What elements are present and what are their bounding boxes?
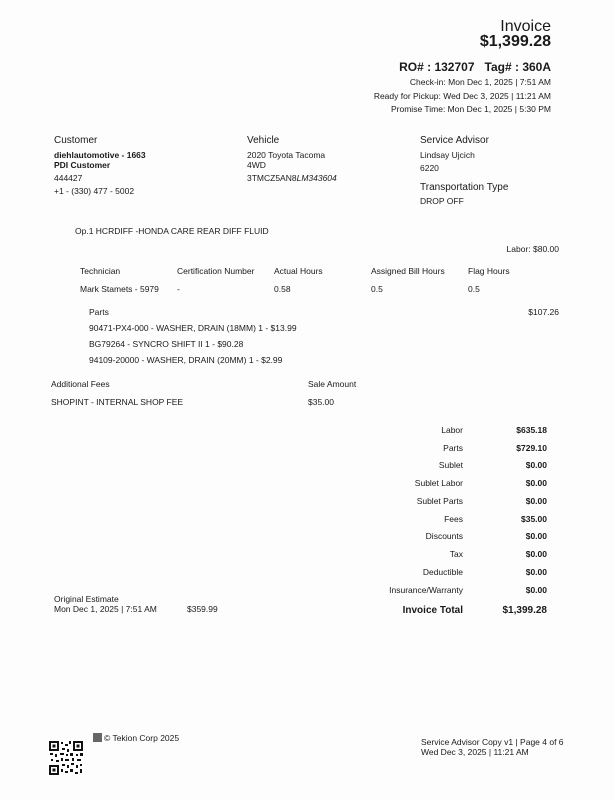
col-certification: Certification Number bbox=[177, 266, 255, 276]
total-value: $0.00 bbox=[525, 496, 547, 506]
advisor-name: Lindsay Ujcich bbox=[420, 150, 475, 160]
vehicle-drive: 4WD bbox=[247, 160, 266, 170]
footer-date: Wed Dec 3, 2025 | 11:21 AM bbox=[421, 747, 529, 757]
parts-total: $107.26 bbox=[528, 307, 559, 317]
fees-amount-heading: Sale Amount bbox=[308, 379, 357, 389]
total-value: $0.00 bbox=[525, 478, 547, 488]
doc-type: Invoice bbox=[500, 18, 551, 35]
total-value: $0.00 bbox=[525, 460, 547, 470]
customer-id: 444427 bbox=[54, 173, 83, 183]
total-label: Deductible bbox=[422, 567, 463, 577]
transport-type: DROP OFF bbox=[420, 196, 464, 206]
vin-prefix: 3TMCZ5AN8 bbox=[247, 173, 297, 183]
vehicle-vin bbox=[247, 173, 337, 183]
col-flag-hours: Flag Hours bbox=[468, 266, 510, 276]
col-technician: Technician bbox=[80, 266, 121, 276]
fee-amount: $35.00 bbox=[308, 397, 334, 407]
total-label: Parts bbox=[443, 443, 463, 453]
customer-type: PDI Customer bbox=[54, 160, 111, 170]
qr-code-icon bbox=[48, 740, 84, 776]
assigned-hours: 0.5 bbox=[371, 284, 383, 294]
invoice-total-value: $1,399.28 bbox=[502, 605, 547, 616]
vehicle-heading: Vehicle bbox=[247, 135, 280, 146]
total-label: Sublet Parts bbox=[416, 496, 463, 506]
ro-tag-line bbox=[399, 60, 551, 74]
checkin-time: Check-in: Mon Dec 1, 2025 | 7:51 AM bbox=[409, 77, 551, 87]
total-label: Discounts bbox=[425, 531, 463, 541]
header-total: $1,399.28 bbox=[479, 33, 551, 50]
advisor-id: 6220 bbox=[420, 163, 439, 173]
total-label: Tax bbox=[449, 549, 463, 559]
total-label: Sublet Labor bbox=[414, 478, 463, 488]
flag-hours: 0.5 bbox=[468, 284, 480, 294]
total-label: Sublet bbox=[438, 460, 463, 470]
estimate-heading: Original Estimate bbox=[54, 594, 119, 604]
ready-time: Ready for Pickup: Wed Dec 3, 2025 | 11:21 AM bbox=[373, 91, 551, 101]
parts-heading: Parts bbox=[89, 307, 109, 317]
total-label: Fees bbox=[444, 514, 463, 524]
copy-info: Service Advisor Copy v1 | Page 4 of 6 bbox=[421, 737, 564, 747]
col-actual-hours: Actual Hours bbox=[274, 266, 323, 276]
total-value: $0.00 bbox=[525, 549, 547, 559]
part-item: BG79264 - SYNCRO SHIFT II 1 - $90.28 bbox=[89, 339, 244, 349]
fee-item: SHOPINT - INTERNAL SHOP FEE bbox=[51, 397, 184, 407]
promise-time: Promise Time: Mon Dec 1, 2025 | 5:30 PM bbox=[391, 104, 551, 114]
operation-labor: Labor: $80.00 bbox=[506, 244, 559, 254]
total-value: $35.00 bbox=[521, 514, 547, 524]
total-value: $635.18 bbox=[516, 425, 547, 435]
estimate-amount: $359.99 bbox=[187, 604, 218, 614]
part-item: 90471-PX4-000 - WASHER, DRAIN (18MM) 1 - $13.99 bbox=[89, 323, 297, 333]
customer-phone: +1 - (330) 477 - 5002 bbox=[54, 186, 135, 196]
fees-heading: Additional Fees bbox=[51, 379, 110, 389]
total-value: $0.00 bbox=[525, 567, 547, 577]
customer-name: diehlautomotive - 1663 bbox=[54, 150, 146, 160]
part-item: 94109-20000 - WASHER, DRAIN (20MM) 1 - $2.99 bbox=[89, 355, 283, 365]
advisor-heading: Service Advisor bbox=[420, 135, 489, 146]
tekion-logo-icon bbox=[93, 733, 102, 742]
transport-heading: Transportation Type bbox=[420, 182, 509, 193]
total-value: $729.10 bbox=[516, 443, 547, 453]
ro-number: RO# : 132707 bbox=[399, 60, 475, 74]
total-label: Insurance/Warranty bbox=[389, 585, 463, 595]
total-value: $0.00 bbox=[525, 585, 547, 595]
invoice-total-label: Invoice Total bbox=[402, 605, 463, 616]
tag-number: Tag# : 360A bbox=[484, 60, 551, 74]
actual-hours: 0.58 bbox=[274, 284, 291, 294]
operation-title: Op.1 HCRDIFF -HONDA CARE REAR DIFF FLUID bbox=[75, 226, 269, 236]
estimate-date: Mon Dec 1, 2025 | 7:51 AM bbox=[54, 604, 157, 614]
technician-name: Mark Stamets - 5979 bbox=[80, 284, 159, 294]
certification-number: - bbox=[177, 284, 180, 294]
col-assigned-hours: Assigned Bill Hours bbox=[371, 266, 445, 276]
vin-suffix: LM343604 bbox=[296, 173, 337, 183]
copyright: © Tekion Corp 2025 bbox=[104, 733, 180, 743]
total-value: $0.00 bbox=[525, 531, 547, 541]
customer-heading: Customer bbox=[54, 135, 98, 146]
total-label: Labor bbox=[441, 425, 463, 435]
vehicle-model: 2020 Toyota Tacoma bbox=[247, 150, 326, 160]
